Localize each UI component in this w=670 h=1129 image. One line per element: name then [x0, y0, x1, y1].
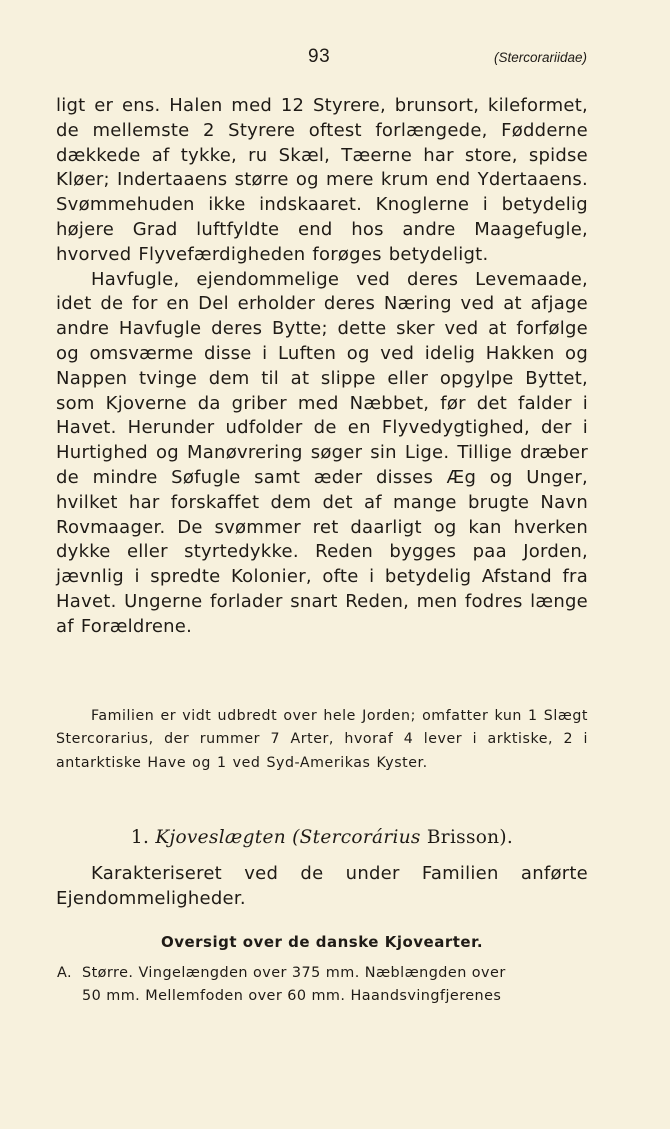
genus-author: Brisson).: [426, 827, 514, 848]
key-entry-line-2: 50 mm. Mellemfoden over 60 mm. Haandsvingfjerenes: [82, 988, 502, 1004]
species-key-entry: [57, 962, 587, 1008]
genus-latin-name: (Stercorárius: [292, 827, 421, 848]
running-head: (Stercorariidae): [493, 50, 587, 65]
page-number: 93: [308, 46, 331, 67]
key-entry-marker: A.: [57, 965, 73, 981]
genus-number: 1.: [130, 827, 150, 848]
genus-description: Karakteriseret ved de under Familien anførte Ejendommeligheder.: [56, 863, 588, 909]
family-distribution-note: Familien er vidt udbredt over hele Jorden; omfatter kun 1 Slægt Stercorarius, der rummer 7 Arter, hvoraf 4 lever i arktiske, 2 i antarktiske Have og 1 ved Syd-Amerikas Kyster.: [56, 708, 588, 771]
key-entry-line-1: Større. Vingelængden over 375 mm. Næblængden over: [82, 965, 506, 981]
main-body: [56, 94, 588, 640]
paragraph-description: ligt er ens. Halen med 12 Styrere, brunsort, kileformet, de mellemste 2 Styrere oftest forlængede, Fødderne dækkede af tykke, ru Skæl, Tæerne har store, spidse Kløer; Indertaaens større og mere krum end Ydertaaens. Svømmehuden ikke indskaaret. Knoglerne i betydelig højere Grad luftfyldte end hos andre Maagefugle, hvorved Flyvefærdigheden forøges betydeligt.: [56, 95, 588, 265]
genus-name: Kjoveslægten: [155, 827, 286, 848]
genus-heading: [56, 827, 588, 848]
species-key-title: Oversigt over de danske Kjovearter.: [160, 933, 484, 951]
page-header: [0, 46, 670, 74]
paragraph-behaviour: Havfugle, ejendommelige ved deres Levemaade, idet de for en Del erholder deres Næring ved at afjage andre Havfugle deres Bytte; dette sker ved at forfølge og omsværme disse i Luften og ved idelig Hakken og Nappen tvinge dem til at slippe eller opgylpe Byttet, som Kjoverne da griber med Næbbet, før det falder i Havet. Herunder udfolder de en Flyvedygtighed, der i Hurtighed og Manøvrering søger sin Lige. Tillige dræber de mindre Søfugle samt æder disses Æg og Unger, hvilket har forskaffet dem det af mange brugte Navn Rovmaager. De svømmer ret daarligt og kan hverken dykke eller styrtedykke. Reden bygges paa Jorden, jævnlig i spredte Kolonier, ofte i betydelig Afstand fra Havet. Ungerne forlader snart Reden, men fodres længe af Forældrene.: [56, 268, 588, 637]
